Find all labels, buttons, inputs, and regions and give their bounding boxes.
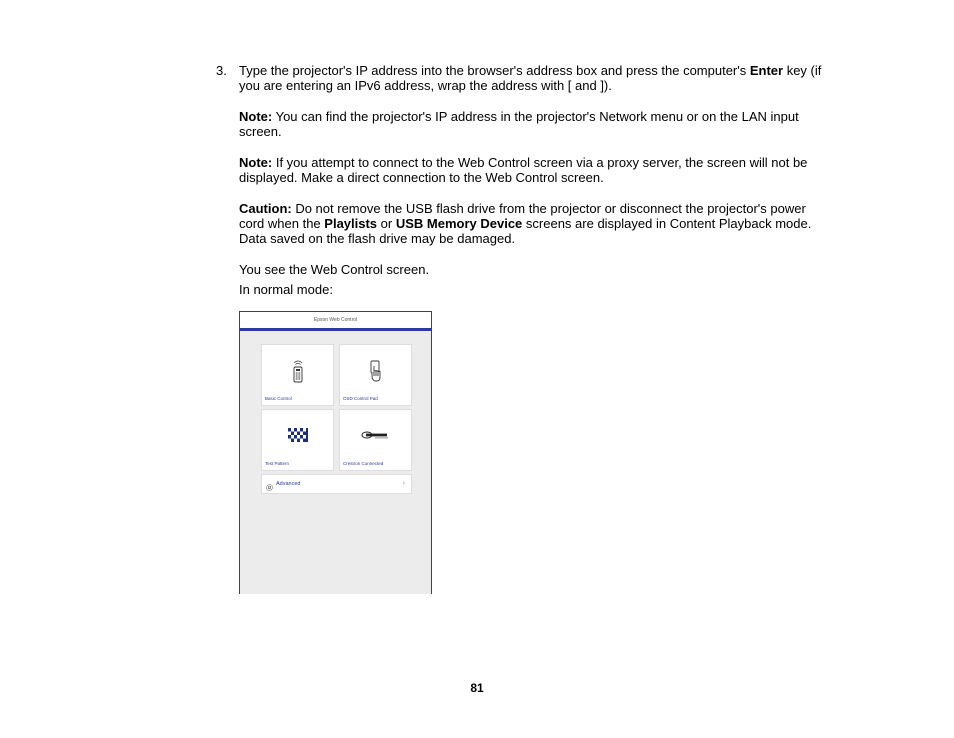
tile-label: Test Pattern xyxy=(265,461,290,466)
tile-label: OSD Control Pad xyxy=(343,396,378,401)
caution-label: Caution: xyxy=(239,201,292,216)
page-number: 81 xyxy=(470,681,484,695)
chevron-right-icon: › xyxy=(402,480,405,487)
test-pattern-tile[interactable] xyxy=(261,409,334,471)
advanced-label: Advanced xyxy=(276,481,301,487)
caution-text-c: screens are displayed in Content Playback mode. Data saved on the flash drive may be damaged. xyxy=(239,216,812,246)
note-ip-address xyxy=(239,109,829,139)
gear-icon xyxy=(265,479,274,497)
caution-text-a: Do not remove the USB flash drive from the projector or disconnect the projector's power cord when the xyxy=(239,201,806,231)
note-text: If you attempt to connect to the Web Control screen via a proxy server, the screen will not be displayed. Make a direct connection to the Web Control screen. xyxy=(239,155,808,185)
remote-control-icon xyxy=(262,359,333,383)
step-number: 3. xyxy=(216,63,227,78)
note-proxy xyxy=(239,155,829,185)
tile-label: Crestron Connected xyxy=(343,461,384,466)
osd-control-pad-tile[interactable] xyxy=(339,344,412,406)
mode-text: In normal mode: xyxy=(239,282,333,297)
caution xyxy=(239,201,829,246)
checkerboard-icon xyxy=(262,428,333,442)
web-control-screenshot xyxy=(239,311,432,594)
step-text-b: key (if you are entering an IPv6 address, wrap the address with [ and ]). xyxy=(239,63,822,93)
step-text xyxy=(239,63,829,93)
crestron-connected-tile[interactable] xyxy=(339,409,412,471)
web-control-title: Epson Web Control xyxy=(240,312,431,331)
usb-memory-device-label: USB Memory Device xyxy=(395,216,523,231)
touch-hand-icon xyxy=(340,359,411,383)
caution-text-b: or xyxy=(377,216,396,231)
note-label: Note: xyxy=(239,155,273,170)
basic-control-tile[interactable] xyxy=(261,344,334,406)
tile-label: Basic Control xyxy=(265,396,292,401)
result-text: You see the Web Control screen. xyxy=(239,262,430,277)
step-text-a: Type the projector's IP address into the browser's address box and press the computer's xyxy=(239,63,750,78)
enter-key-label: Enter xyxy=(749,63,784,78)
note-text: You can find the projector's IP address in the projector's Network menu or on the LAN input screen. xyxy=(239,109,799,139)
note-label: Note: xyxy=(239,109,273,124)
advanced-row[interactable] xyxy=(261,474,412,494)
playlists-label: Playlists xyxy=(324,216,378,231)
crestron-logo xyxy=(340,430,411,440)
